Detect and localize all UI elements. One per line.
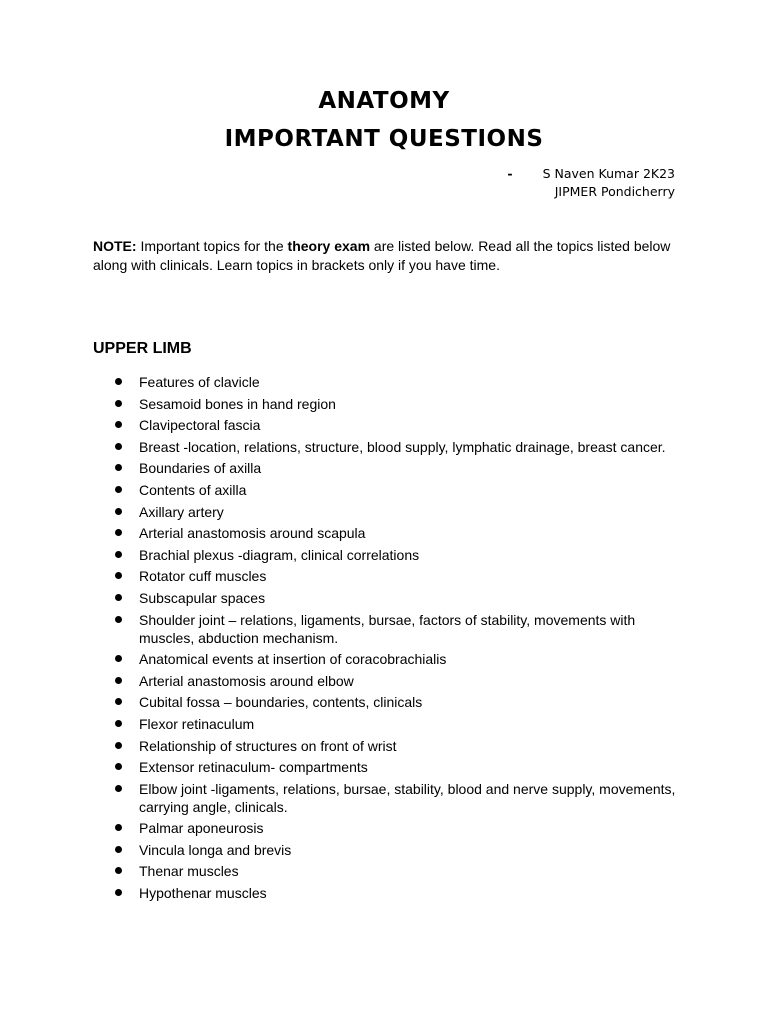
list-item [93,737,683,755]
list-item [93,780,683,816]
list-item [93,373,683,391]
list-item-text: Hypothenar muscles [139,885,267,902]
list-item [93,715,683,733]
list-item [93,884,683,902]
topic-list [93,373,683,906]
list-item-text: Cubital fossa – boundaries, contents, clinicals [139,694,423,711]
list-item [93,611,683,647]
list-item [93,862,683,880]
bullet-icon [115,378,122,385]
bullet-icon [115,464,122,471]
note-text-1: Important topics for the [136,238,288,254]
author-institution: JIPMER Pondicherry [554,184,675,199]
bullet-icon [115,421,122,428]
bullet-icon [115,616,122,623]
list-item [93,481,683,499]
note-label: NOTE: [93,238,137,254]
list-item [93,546,683,564]
bullet-icon [115,400,122,407]
list-item [93,524,683,542]
document-subtitle: IMPORTANT QUESTIONS [224,126,544,152]
bullet-icon [115,529,122,536]
list-item [93,459,683,477]
list-item-text: Flexor retinaculum [139,715,255,732]
list-item [93,589,683,607]
list-item-text: Shoulder joint – relations, ligaments, bursae, factors of stability, movements with muscles, abduction mechanism. [139,611,636,646]
bullet-icon [115,763,122,770]
list-item [93,503,683,521]
list-item-text: Sesamoid bones in hand region [139,395,336,412]
author-block [507,165,675,201]
list-item [93,416,683,434]
author-dash: - [507,166,513,181]
author-name: S Naven Kumar 2K23 [542,166,675,181]
list-item [93,758,683,776]
list-item-text: Thenar muscles [139,863,239,880]
list-item-text: Arterial anastomosis around scapula [139,525,366,542]
bullet-icon [115,677,122,684]
list-item-text: Axillary artery [139,503,224,520]
list-item-text: Clavipectoral fascia [139,417,261,434]
list-item-text: Elbow joint -ligaments, relations, bursae, stability, blood and nerve supply, movements, carrying angle, clinicals. [139,780,676,815]
bullet-icon [115,655,122,662]
list-item [93,841,683,859]
bullet-icon [115,720,122,727]
bullet-icon [115,698,122,705]
bullet-icon [115,846,122,853]
list-item-text: Contents of axilla [139,481,247,498]
list-item-text: Extensor retinaculum- compartments [139,759,368,776]
bullet-icon [115,594,122,601]
list-item [93,693,683,711]
list-item-text: Breast -location, relations, structure, blood supply, lymphatic drainage, breast cancer. [139,438,666,455]
note-emphasis: theory exam [287,238,371,254]
list-item [93,819,683,837]
bullet-icon [115,867,122,874]
list-item-text: Vincula longa and brevis [139,841,292,858]
list-item-text: Subscapular spaces [139,589,266,606]
list-item [93,438,683,456]
document-title: ANATOMY [318,88,450,114]
bullet-icon [115,742,122,749]
list-item [93,395,683,413]
list-item-text: Arterial anastomosis around elbow [139,672,354,689]
list-item-text: Palmar aponeurosis [139,820,264,837]
bullet-icon [115,572,122,579]
list-item-text: Anatomical events at insertion of coracobrachialis [139,651,447,668]
list-item-text: Features of clavicle [139,374,260,390]
list-item [93,672,683,690]
bullet-icon [115,508,122,515]
bullet-icon [115,785,122,792]
bullet-icon [115,551,122,558]
note-paragraph [93,237,683,275]
list-item-text: Brachial plexus -diagram, clinical correlations [139,546,420,563]
list-item-text: Relationship of structures on front of wrist [139,737,397,754]
bullet-icon [115,824,122,831]
author-name-line [507,165,675,183]
bullet-icon [115,889,122,896]
list-item [93,567,683,585]
bullet-icon [115,486,122,493]
list-item [93,650,683,668]
note-text-2: are listed below. Read all the topics listed below along with clinicals. Learn topics in brackets only if you have time. [93,238,671,273]
bullet-icon [115,443,122,450]
list-item-text: Boundaries of axilla [139,460,262,477]
section-title: UPPER LIMB [93,340,192,357]
list-item-text: Rotator cuff muscles [139,568,267,585]
